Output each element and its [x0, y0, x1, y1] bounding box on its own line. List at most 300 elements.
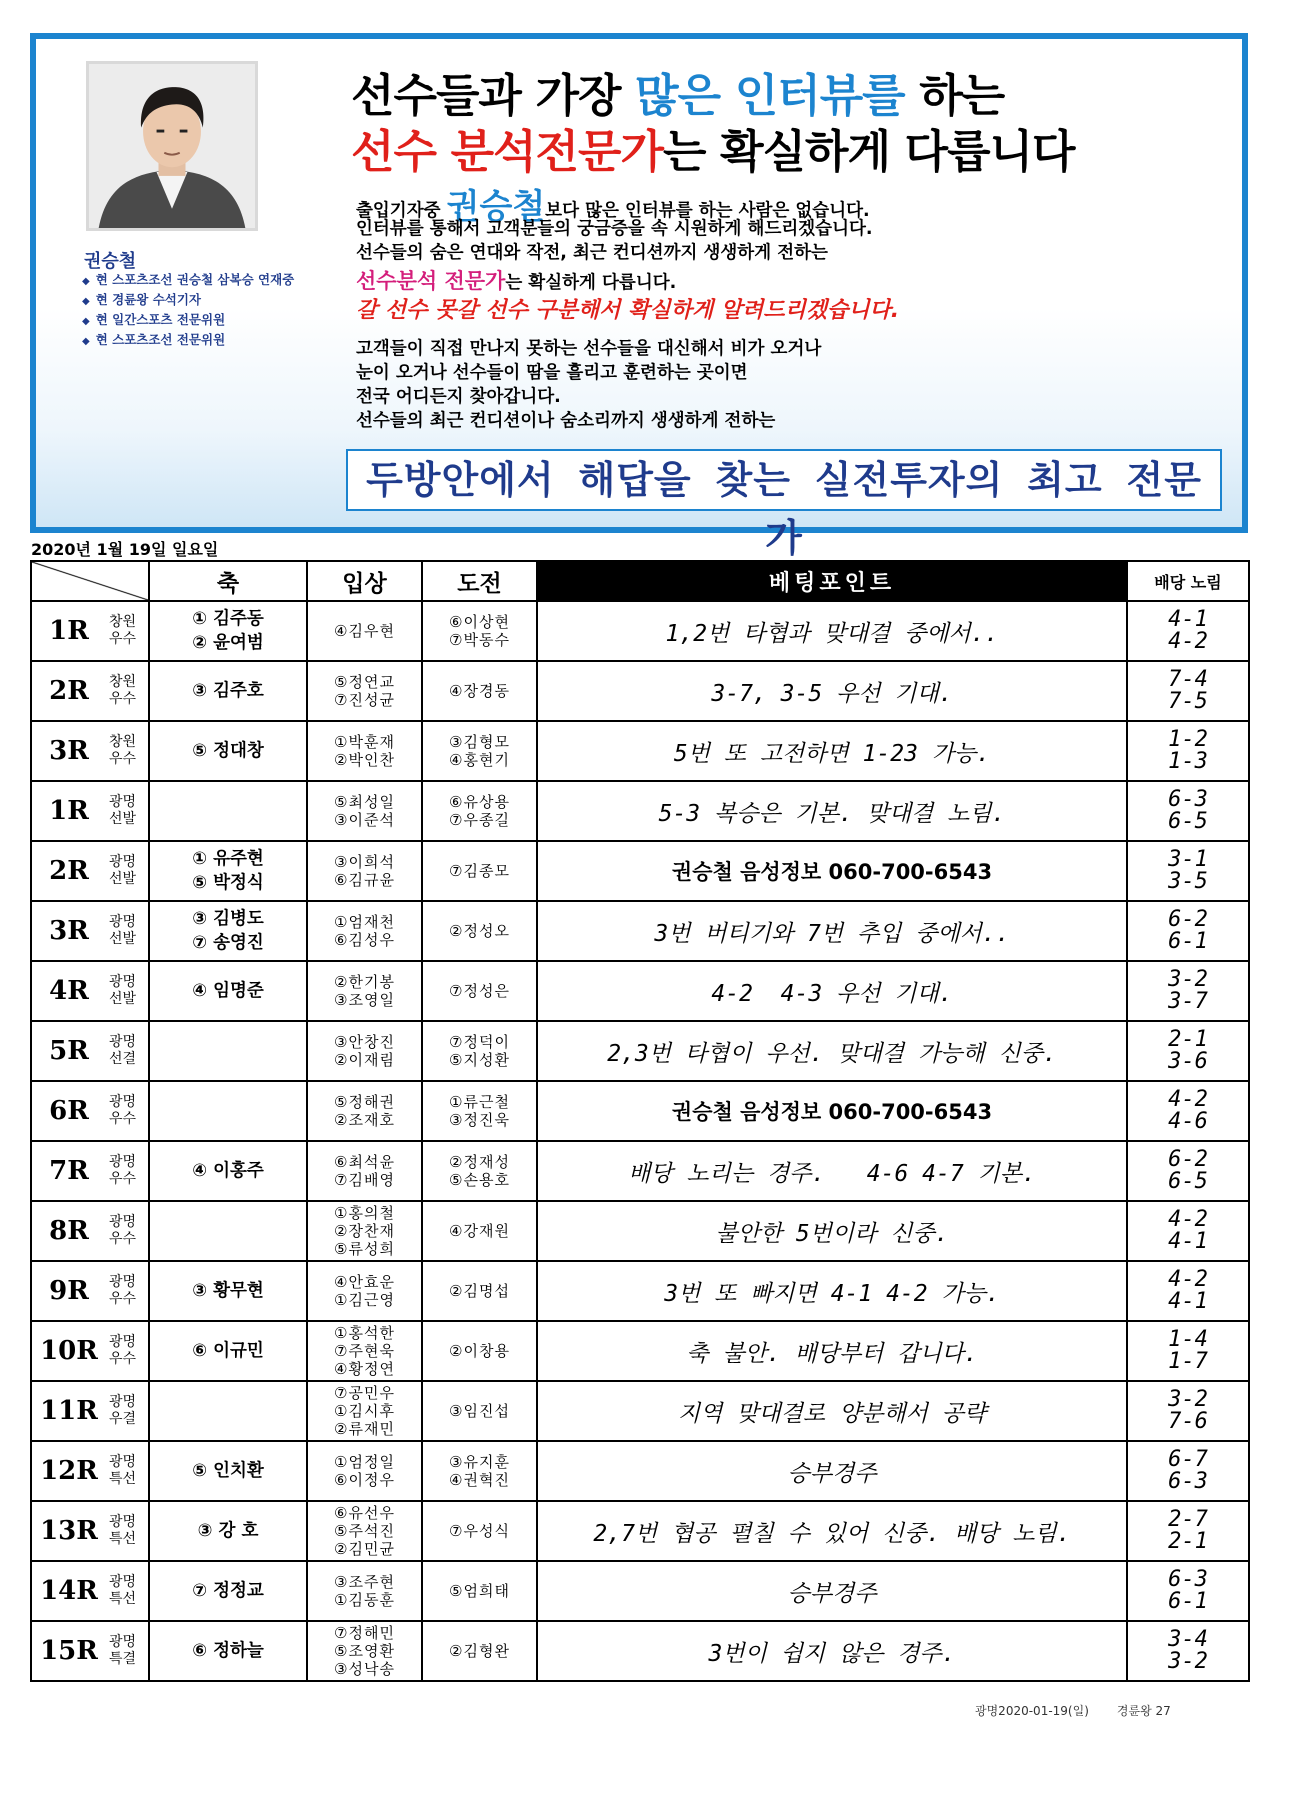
place-riders: [307, 1441, 422, 1501]
challenge-riders: [422, 841, 537, 901]
header-odds: 배당 노림: [1127, 561, 1249, 601]
round-number: 1R: [31, 601, 106, 661]
challenge-riders: [422, 901, 537, 961]
race-venue-grade: [106, 1261, 149, 1321]
odds-line: 3-2: [1168, 967, 1208, 992]
place-rider: ②김민균: [334, 1540, 395, 1558]
round-number: 15R: [31, 1621, 106, 1681]
challenge-rider: ⑦정덕이: [449, 1033, 510, 1051]
place-rider: ⑦진성균: [334, 691, 395, 709]
venue-line: 우수: [109, 1291, 137, 1307]
race-venue-grade: [106, 721, 149, 781]
place-rider: ②류재민: [334, 1420, 395, 1438]
venue-line: 우수: [109, 631, 137, 647]
venue-line: 광명: [109, 1574, 137, 1590]
axis-riders: [149, 1381, 307, 1441]
challenge-rider: ③유지훈: [449, 1453, 510, 1471]
race-venue-grade: [106, 1381, 149, 1441]
challenge-riders: [422, 1561, 537, 1621]
place-riders: [307, 1381, 422, 1441]
challenge-riders: [422, 1201, 537, 1261]
place-rider: ⑦정해민: [334, 1624, 395, 1642]
venue-line: 창원: [109, 674, 137, 690]
challenge-riders: [422, 781, 537, 841]
table-row: [31, 1621, 1249, 1681]
betting-point: 불안한 5번이라 신중.: [537, 1201, 1127, 1261]
challenge-rider: ⑦박동수: [449, 631, 510, 649]
axis-riders: [149, 1201, 307, 1261]
odds-line: 4-1: [1168, 1289, 1208, 1314]
round-number: 8R: [31, 1201, 106, 1261]
venue-line: 특선: [109, 1591, 137, 1607]
axis-rider: ③ 김병도: [192, 909, 264, 929]
betting-point: 축 불안. 배당부터 갑니다.: [537, 1321, 1127, 1381]
place-riders: [307, 1621, 422, 1681]
challenge-riders: [422, 1441, 537, 1501]
axis-riders: [149, 1561, 307, 1621]
table-row: [31, 1021, 1249, 1081]
challenge-rider: ⑦우종길: [449, 811, 510, 829]
place-rider: ⑤최성일: [334, 793, 395, 811]
challenge-rider: ③임진섭: [449, 1402, 510, 1420]
venue-line: 특결: [109, 1651, 137, 1667]
betting-point: 5-3 복승은 기본. 맞대결 노림.: [537, 781, 1127, 841]
venue-line: 우수: [109, 751, 137, 767]
challenge-riders: [422, 1501, 537, 1561]
odds-line: 3-5: [1168, 869, 1208, 894]
p4-highlight: 선수분석 전문가: [356, 269, 506, 293]
challenge-rider: ⑥이상현: [449, 613, 510, 631]
axis-rider: ⑤ 정대창: [192, 741, 264, 761]
odds-line: 3-6: [1168, 1049, 1208, 1074]
race-venue-grade: [106, 601, 149, 661]
author-credentials: [82, 271, 294, 351]
axis-rider: ⑤ 박정식: [192, 873, 264, 893]
banner-paragraph-4: [356, 265, 676, 295]
banner-paragraph-9: 선수들의 최근 컨디션이나 숨소리까지 생생하게 전하는: [356, 411, 776, 431]
table-header-row: [31, 561, 1249, 601]
headline-2-part-b: 는 확실하게 다릅니다: [662, 125, 1075, 178]
race-venue-grade: [106, 1021, 149, 1081]
odds-line: 4-2: [1168, 1267, 1208, 1292]
betting-point: 3번 버티기와 7번 추입 중에서..: [537, 901, 1127, 961]
axis-riders: [149, 1261, 307, 1321]
odds-line: 6-3: [1168, 787, 1208, 812]
betting-point: 4-2 4-3 우선 기대.: [537, 961, 1127, 1021]
challenge-riders: [422, 1021, 537, 1081]
venue-line: 우수: [109, 1351, 137, 1367]
round-number: 4R: [31, 961, 106, 1021]
axis-riders: [149, 841, 307, 901]
header-corner: [31, 561, 149, 601]
race-venue-grade: [106, 1501, 149, 1561]
table-row: [31, 601, 1249, 661]
odds-line: 1-2: [1168, 727, 1208, 752]
axis-rider: ② 윤여범: [192, 633, 264, 653]
place-rider: ⑤류성희: [334, 1240, 395, 1258]
odds-line: 6-1: [1168, 1589, 1208, 1614]
axis-rider: ⑦ 정정교: [192, 1581, 264, 1601]
odds-line: 6-7: [1168, 1447, 1208, 1472]
betting-point: 권승철 음성정보 060-700-6543: [537, 841, 1127, 901]
odds-targets: [1127, 1201, 1249, 1261]
betting-point: 5번 또 고전하면 1-23 가능.: [537, 721, 1127, 781]
odds-targets: [1127, 1261, 1249, 1321]
table-row: [31, 1081, 1249, 1141]
headline-1-part-c: 하는: [904, 69, 1005, 122]
challenge-rider: ④강재원: [449, 1222, 510, 1240]
table-body: [31, 601, 1249, 1681]
betting-point: 2,3번 타협이 우선. 맞대결 가능해 신중.: [537, 1021, 1127, 1081]
odds-line: 7-4: [1168, 667, 1208, 692]
odds-line: 7-5: [1168, 689, 1208, 714]
axis-rider: ① 유주현: [192, 849, 264, 869]
betting-point: 지역 맞대결로 양분해서 공략: [537, 1381, 1127, 1441]
odds-targets: [1127, 1141, 1249, 1201]
betting-point: 1,2번 타협과 맞대결 중에서..: [537, 601, 1127, 661]
challenge-rider: ①류근철: [449, 1093, 510, 1111]
challenge-rider: ②정재성: [449, 1153, 510, 1171]
venue-line: 광명: [109, 1034, 137, 1050]
odds-line: 4-6: [1168, 1109, 1208, 1134]
header-betting-point: 베팅포인트: [537, 561, 1127, 601]
headline-1-part-a: 선수들과 가장: [351, 69, 636, 122]
axis-rider: ⑥ 이규민: [192, 1341, 264, 1361]
place-rider: ①박훈재: [334, 733, 395, 751]
table-row: [31, 841, 1249, 901]
odds-line: 1-3: [1168, 749, 1208, 774]
round-number: 2R: [31, 661, 106, 721]
odds-line: 4-1: [1168, 1229, 1208, 1254]
axis-rider: ① 김주동: [192, 609, 264, 629]
betting-point: 3번이 쉽지 않은 경주.: [537, 1621, 1127, 1681]
odds-targets: [1127, 721, 1249, 781]
table-row: [31, 961, 1249, 1021]
axis-riders: [149, 721, 307, 781]
headline-2-part-a: 선수 분석전문가: [351, 125, 663, 178]
place-rider: ①김근영: [334, 1291, 395, 1309]
axis-riders: [149, 1321, 307, 1381]
p4-text: 는 확실하게 다릅니다.: [505, 273, 677, 293]
place-rider: ①홍의철: [334, 1204, 395, 1222]
challenge-riders: [422, 661, 537, 721]
place-rider: ②한기봉: [334, 973, 395, 991]
challenge-rider: ⑦우성식: [449, 1522, 510, 1540]
odds-line: 2-1: [1168, 1529, 1208, 1554]
axis-rider: ⑤ 인치환: [192, 1461, 264, 1481]
place-rider: ③이준석: [334, 811, 395, 829]
credential-item: ◆ 현 일간스포츠 전문위원: [82, 311, 294, 331]
venue-line: 광명: [109, 1394, 137, 1410]
venue-line: 선발: [109, 871, 137, 887]
race-venue-grade: [106, 1081, 149, 1141]
place-rider: ⑤조영환: [334, 1642, 395, 1660]
odds-targets: [1127, 901, 1249, 961]
challenge-rider: ②김형완: [449, 1642, 510, 1660]
round-number: 7R: [31, 1141, 106, 1201]
p1-text-b: 보다 많은 인터뷰를 하는 사람은 없습니다.: [545, 201, 870, 221]
round-number: 2R: [31, 841, 106, 901]
place-rider: ⑥김규윤: [334, 871, 395, 889]
round-number: 5R: [31, 1021, 106, 1081]
challenge-rider: ④권혁진: [449, 1471, 510, 1489]
betting-point: 승부경주: [537, 1441, 1127, 1501]
p1-highlight-name: 권승철: [446, 187, 546, 227]
challenge-rider: ②이창용: [449, 1342, 510, 1360]
odds-targets: [1127, 961, 1249, 1021]
place-rider: ④김우현: [334, 622, 395, 640]
table-row: [31, 721, 1249, 781]
slogan-box: 두방안에서 해답을 찾는 실전투자의 최고 전문가: [346, 449, 1222, 511]
banner-paragraph-5: 갈 선수 못갈 선수 구분해서 확실하게 알려드리겠습니다.: [356, 298, 900, 323]
place-riders: [307, 721, 422, 781]
venue-line: 우수: [109, 1231, 137, 1247]
venue-line: 광명: [109, 854, 137, 870]
odds-line: 4-2: [1168, 1087, 1208, 1112]
race-venue-grade: [106, 961, 149, 1021]
headline-line-2: [351, 115, 1075, 180]
table-row: [31, 1261, 1249, 1321]
venue-line: 광명: [109, 974, 137, 990]
odds-targets: [1127, 1621, 1249, 1681]
axis-rider: ③ 황무현: [192, 1281, 264, 1301]
race-venue-grade: [106, 1621, 149, 1681]
venue-line: 광명: [109, 1634, 137, 1650]
venue-line: 광명: [109, 794, 137, 810]
place-rider: ④황정연: [334, 1360, 395, 1378]
author-portrait-illustration: [89, 64, 255, 228]
odds-line: 4-2: [1168, 1207, 1208, 1232]
odds-line: 1-7: [1168, 1349, 1208, 1374]
axis-riders: [149, 1141, 307, 1201]
challenge-rider: ⑥유상용: [449, 793, 510, 811]
place-rider: ⑥최석윤: [334, 1153, 395, 1171]
betting-point: 2,7번 협공 펼칠 수 있어 신중. 배당 노림.: [537, 1501, 1127, 1561]
credential-item: ◆ 현 스포츠조선 권승철 삼복승 연재중: [82, 271, 294, 291]
odds-line: 6-5: [1168, 1169, 1208, 1194]
round-number: 1R: [31, 781, 106, 841]
banner-paragraph-7: 눈이 오거나 선수들이 땀을 흘리고 훈련하는 곳이면: [356, 363, 748, 383]
venue-line: 광명: [109, 1334, 137, 1350]
header-place: 입상: [307, 561, 422, 601]
round-number: 10R: [31, 1321, 106, 1381]
footer-right: 경륜왕 27: [1116, 1704, 1171, 1718]
banner-paragraph-8: 전국 어디든지 찾아갑니다.: [356, 387, 561, 407]
odds-line: 3-2: [1168, 1387, 1208, 1412]
place-rider: ⑦공민우: [334, 1384, 395, 1402]
place-rider: ②조재호: [334, 1111, 395, 1129]
table-row: [31, 1501, 1249, 1561]
odds-targets: [1127, 1021, 1249, 1081]
table-row: [31, 1201, 1249, 1261]
odds-line: 2-1: [1168, 1027, 1208, 1052]
place-riders: [307, 841, 422, 901]
place-rider: ①엄재천: [334, 913, 395, 931]
challenge-rider: ⑦정성은: [449, 982, 510, 1000]
place-riders: [307, 1201, 422, 1261]
axis-riders: [149, 901, 307, 961]
table-row: [31, 781, 1249, 841]
axis-riders: [149, 601, 307, 661]
round-number: 13R: [31, 1501, 106, 1561]
place-riders: [307, 1081, 422, 1141]
challenge-rider: ②정성오: [449, 922, 510, 940]
place-riders: [307, 601, 422, 661]
place-rider: ①엄정일: [334, 1453, 395, 1471]
p1-text-a: 출입기자중: [356, 201, 447, 221]
table-row: [31, 1381, 1249, 1441]
challenge-rider: ②김명섭: [449, 1282, 510, 1300]
odds-line: 6-2: [1168, 1147, 1208, 1172]
axis-riders: [149, 1621, 307, 1681]
axis-rider: ③ 강 호: [197, 1521, 259, 1541]
venue-line: 우수: [109, 691, 137, 707]
place-rider: ⑥유선우: [334, 1504, 395, 1522]
race-venue-grade: [106, 1441, 149, 1501]
axis-rider: ③ 김주호: [192, 681, 264, 701]
venue-line: 선발: [109, 931, 137, 947]
place-rider: ②장찬재: [334, 1222, 395, 1240]
odds-targets: [1127, 781, 1249, 841]
axis-riders: [149, 1501, 307, 1561]
challenge-rider: ④장경동: [449, 682, 510, 700]
place-riders: [307, 961, 422, 1021]
odds-targets: [1127, 1321, 1249, 1381]
place-rider: ①홍석한: [334, 1324, 395, 1342]
place-rider: ③이희석: [334, 853, 395, 871]
round-number: 14R: [31, 1561, 106, 1621]
page-footer: [975, 1702, 1171, 1719]
venue-line: 우수: [109, 1111, 137, 1127]
odds-line: 6-1: [1168, 929, 1208, 954]
challenge-rider: ⑤지성환: [449, 1051, 510, 1069]
race-venue-grade: [106, 661, 149, 721]
venue-line: 광명: [109, 1514, 137, 1530]
odds-line: 6-3: [1168, 1469, 1208, 1494]
place-riders: [307, 1561, 422, 1621]
table-row: [31, 1141, 1249, 1201]
venue-line: 선결: [109, 1051, 137, 1067]
author-photo: [86, 61, 258, 231]
axis-rider: ⑦ 송영진: [192, 933, 264, 953]
table-row: [31, 1561, 1249, 1621]
odds-line: 6-5: [1168, 809, 1208, 834]
axis-rider: ④ 이홍주: [192, 1161, 264, 1181]
challenge-rider: ⑤엄희태: [449, 1582, 510, 1600]
round-number: 9R: [31, 1261, 106, 1321]
place-rider: ③성낙송: [334, 1660, 395, 1678]
odds-line: 3-2: [1168, 1649, 1208, 1674]
odds-line: 4-1: [1168, 607, 1208, 632]
place-riders: [307, 661, 422, 721]
place-rider: ⑦주현욱: [334, 1342, 395, 1360]
venue-line: 특선: [109, 1531, 137, 1547]
odds-line: 6-2: [1168, 907, 1208, 932]
author-name: 권승철: [84, 251, 137, 272]
table-row: [31, 1321, 1249, 1381]
odds-line: 1-4: [1168, 1327, 1208, 1352]
venue-line: 우결: [109, 1411, 137, 1427]
betting-table: [30, 560, 1250, 1682]
race-venue-grade: [106, 781, 149, 841]
place-rider: ②박인찬: [334, 751, 395, 769]
odds-line: 7-6: [1168, 1409, 1208, 1434]
place-rider: ⑥이정우: [334, 1471, 395, 1489]
place-riders: [307, 1021, 422, 1081]
header-challenge: 도전: [422, 561, 537, 601]
venue-line: 광명: [109, 1214, 137, 1230]
race-venue-grade: [106, 1141, 149, 1201]
place-riders: [307, 901, 422, 961]
round-number: 3R: [31, 721, 106, 781]
round-number: 12R: [31, 1441, 106, 1501]
venue-line: 광명: [109, 1274, 137, 1290]
place-riders: [307, 1261, 422, 1321]
credential-item: ◆ 현 경륜왕 수석기자: [82, 291, 294, 311]
betting-point: 승부경주: [537, 1561, 1127, 1621]
challenge-rider: ③정진욱: [449, 1111, 510, 1129]
place-rider: ③안창진: [334, 1033, 395, 1051]
odds-line: 3-7: [1168, 989, 1208, 1014]
axis-riders: [149, 661, 307, 721]
challenge-riders: [422, 1321, 537, 1381]
race-venue-grade: [106, 1561, 149, 1621]
venue-line: 광명: [109, 1154, 137, 1170]
axis-riders: [149, 961, 307, 1021]
place-rider: ①김시후: [334, 1402, 395, 1420]
credential-item: ◆ 현 스포츠조선 전문위원: [82, 331, 294, 351]
betting-point: 3번 또 빠지면 4-1 4-2 가능.: [537, 1261, 1127, 1321]
challenge-rider: ③김형모: [449, 733, 510, 751]
odds-line: 3-1: [1168, 847, 1208, 872]
banner-paragraph-3: 선수들의 숨은 연대와 작전, 최근 컨디션까지 생생하게 전하는: [356, 243, 828, 263]
axis-riders: [149, 1441, 307, 1501]
odds-targets: [1127, 1561, 1249, 1621]
venue-line: 우수: [109, 1171, 137, 1187]
place-rider: ⑦김배영: [334, 1171, 395, 1189]
challenge-riders: [422, 1381, 537, 1441]
round-number: 11R: [31, 1381, 106, 1441]
header-axis: 축: [149, 561, 307, 601]
axis-riders: [149, 1081, 307, 1141]
venue-line: 광명: [109, 914, 137, 930]
challenge-riders: [422, 961, 537, 1021]
betting-point: 3-7, 3-5 우선 기대.: [537, 661, 1127, 721]
table-row: [31, 901, 1249, 961]
venue-line: 선발: [109, 991, 137, 1007]
banner-paragraph-2: 인터뷰를 통해서 고객분들의 궁금증을 속 시원하게 해드리겠습니다.: [356, 219, 873, 239]
place-rider: ②이재림: [334, 1051, 395, 1069]
odds-targets: [1127, 1081, 1249, 1141]
venue-line: 광명: [109, 1094, 137, 1110]
table-row: [31, 661, 1249, 721]
place-riders: [307, 1321, 422, 1381]
odds-line: 3-4: [1168, 1627, 1208, 1652]
race-venue-grade: [106, 901, 149, 961]
challenge-rider: ⑤손용호: [449, 1171, 510, 1189]
headline-1-part-b: 많은 인터뷰를: [635, 69, 905, 122]
venue-line: 창원: [109, 614, 137, 630]
challenge-rider: ④홍현기: [449, 751, 510, 769]
axis-riders: [149, 781, 307, 841]
place-riders: [307, 1141, 422, 1201]
race-venue-grade: [106, 1321, 149, 1381]
race-date: 2020년 1월 19일 일요일: [31, 540, 219, 559]
odds-targets: [1127, 1441, 1249, 1501]
banner-paragraph-6: 고객들이 직접 만나지 못하는 선수들을 대신해서 비가 오거나: [356, 339, 822, 359]
venue-line: 창원: [109, 734, 137, 750]
place-rider: ⑥김성우: [334, 931, 395, 949]
